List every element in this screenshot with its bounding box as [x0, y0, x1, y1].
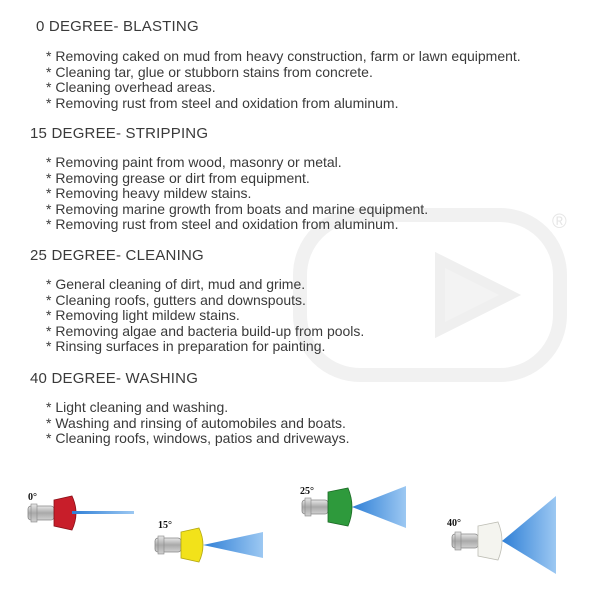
section-heading: 0 DEGREE- BLASTING: [36, 18, 199, 35]
nozzle-0-degree: [28, 496, 134, 530]
spray-stream: [72, 511, 134, 514]
nozzle-label-15: 15°: [158, 520, 172, 531]
nozzle-label-0: 0°: [28, 492, 37, 503]
nozzle-15-degree: [155, 528, 263, 562]
list-item: * Removing light mildew stains.: [46, 308, 364, 324]
list-item: * Cleaning overhead areas.: [46, 80, 521, 96]
list-item: * Removing algae and bacteria build-up from pools.: [46, 324, 364, 340]
spray-fan: [203, 532, 263, 558]
list-item: * Cleaning tar, glue or stubborn stains from concrete.: [46, 65, 521, 81]
section-heading: 40 DEGREE- WASHING: [30, 370, 199, 387]
nozzle-25-degree: [302, 486, 406, 528]
use-list: [46, 49, 521, 111]
section-heading: 15 DEGREE- STRIPPING: [30, 125, 209, 142]
nozzle-40-degree: [452, 496, 556, 574]
registered-mark: ®: [552, 211, 567, 233]
nozzle-illustrations: [0, 470, 600, 600]
list-item: * Cleaning roofs, gutters and downspouts.: [46, 293, 364, 309]
list-item: * Washing and rinsing of automobiles and boats.: [46, 416, 350, 432]
section-heading: 25 DEGREE- CLEANING: [30, 247, 204, 264]
list-item: * Removing rust from steel and oxidation from aluminum.: [46, 96, 521, 112]
list-item: * General cleaning of dirt, mud and grime.: [46, 277, 364, 293]
list-item: * Cleaning roofs, windows, patios and driveways.: [46, 431, 350, 447]
use-list: [46, 400, 350, 447]
list-item: * Removing caked on mud from heavy construction, farm or lawn equipment.: [46, 49, 521, 65]
spray-fan: [502, 496, 556, 574]
use-list: [46, 155, 428, 233]
list-item: * Removing marine growth from boats and marine equipment.: [46, 202, 428, 218]
nozzle-label-40: 40°: [447, 518, 461, 529]
use-list: [46, 277, 364, 355]
nozzle-label-25: 25°: [300, 486, 314, 497]
list-item: * Removing paint from wood, masonry or metal.: [46, 155, 428, 171]
spray-fan: [352, 486, 406, 528]
list-item: * Removing heavy mildew stains.: [46, 186, 428, 202]
list-item: * Light cleaning and washing.: [46, 400, 350, 416]
list-item: * Removing rust from steel and oxidation from aluminum.: [46, 217, 428, 233]
list-item: * Removing grease or dirt from equipment.: [46, 171, 428, 187]
list-item: * Rinsing surfaces in preparation for painting.: [46, 339, 364, 355]
